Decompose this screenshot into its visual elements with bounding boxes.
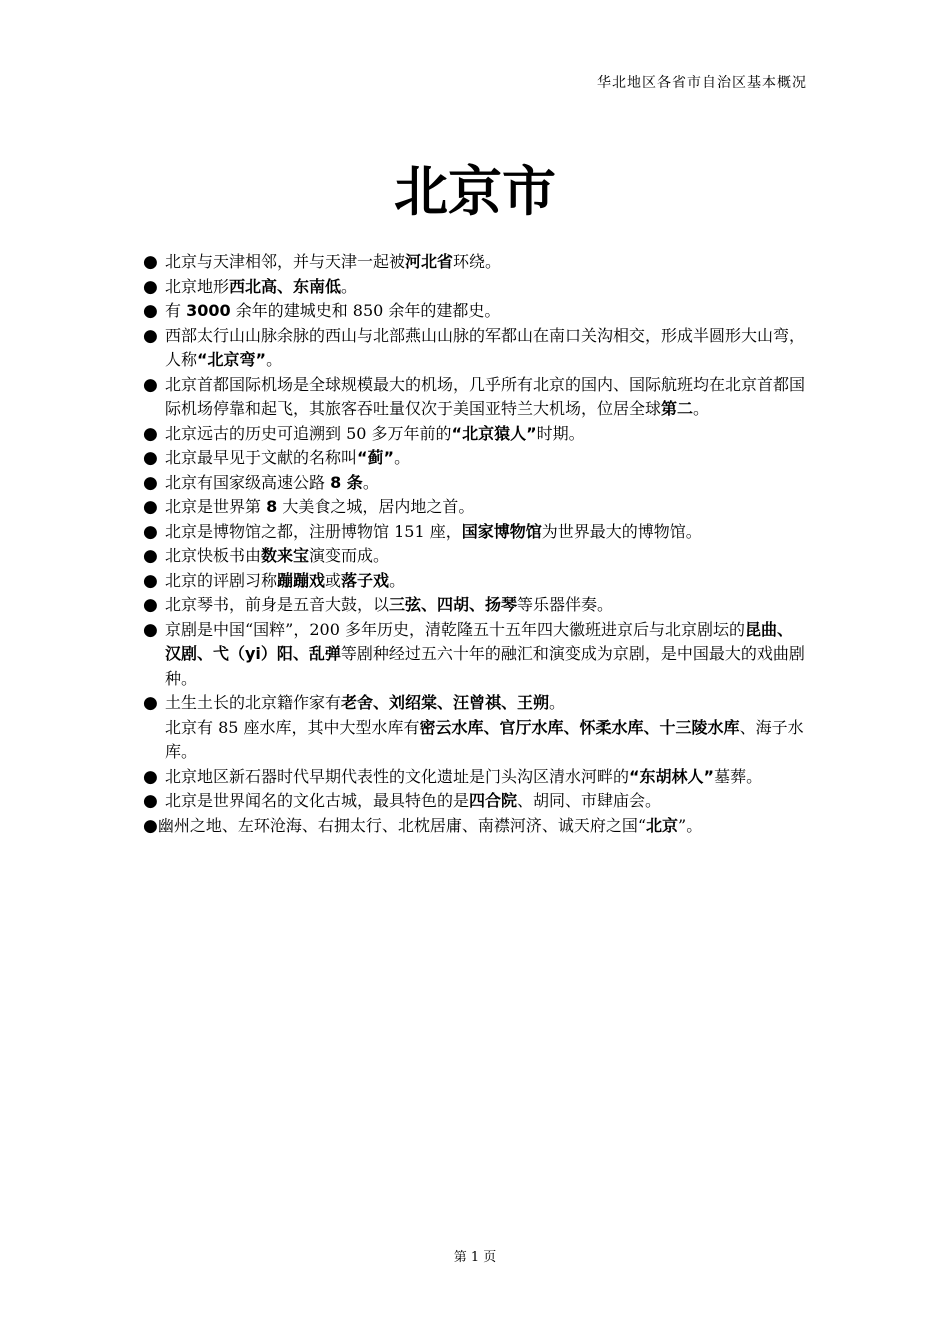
item-text: 北京是世界第 (165, 497, 267, 516)
footer-suffix: 页 (483, 1250, 497, 1265)
list-item (143, 250, 808, 275)
bullet-icon: ● (143, 815, 158, 836)
emphasis-text: “蓟” (357, 448, 395, 467)
list-item (143, 716, 808, 765)
item-text: 。 (394, 448, 411, 467)
bullet-icon: ● (143, 546, 158, 566)
bullet-icon: ● (143, 252, 158, 272)
item-text: 为世界最大的博物馆。 (541, 521, 702, 541)
item-text: 土生土长的北京籍作家有 (165, 693, 342, 712)
bullet-icon: ● (143, 521, 158, 542)
item-text: 北京地形 (165, 276, 230, 296)
item-text: 北京最早见于文献的名称叫 (165, 448, 358, 467)
item-text: 北京是博物馆之都，注册博物馆 151 座， (165, 521, 462, 541)
item-text: 。 (341, 276, 358, 296)
emphasis-text: 数来宝 (261, 546, 310, 565)
bullet-icon: ● (143, 595, 158, 615)
item-text: 有 (165, 301, 187, 320)
item-text: 或 (325, 570, 342, 590)
footer-prefix: 第 (453, 1250, 467, 1265)
emphasis-text: 落子戏 (341, 570, 390, 590)
item-text: ”。 (678, 815, 703, 835)
emphasis-text: 四合院 (469, 791, 518, 810)
item-text: 北京有 85 座水库，其中大型水库有 (165, 717, 420, 737)
list-item (143, 789, 808, 814)
emphasis-text: “东胡林人” (629, 766, 715, 786)
bullet-icon: ● (143, 325, 158, 346)
item-text: 京剧是中国“国粹”，200 多年历史，清乾隆五十五年四大徽班进京后与北京剧坛的 (165, 619, 745, 639)
list-item (143, 544, 808, 569)
emphasis-text: 西北高、东南低 (229, 276, 342, 296)
list-item (143, 765, 808, 790)
item-text: 。 (549, 693, 566, 712)
item-text: 北京与天津相邻，并与天津一起被 (165, 252, 406, 271)
item-text: 北京琴书，前身是五音大鼓，以 (165, 595, 390, 614)
emphasis-text: 北京 (646, 815, 679, 835)
bullet-icon: ● (143, 497, 158, 517)
list-item (143, 495, 808, 520)
emphasis-text: 蹦蹦戏 (277, 570, 326, 590)
list-item (143, 593, 808, 618)
bullet-icon: ● (143, 374, 158, 395)
emphasis-text: 3000 (186, 301, 231, 320)
item-text: 。 (693, 399, 710, 418)
bullet-icon: ● (143, 619, 158, 640)
bullet-icon: ● (143, 570, 158, 591)
list-item (143, 446, 808, 471)
footer-page-number: 1 (470, 1250, 480, 1265)
item-text: 。 (389, 570, 406, 590)
item-text: 。 (266, 350, 283, 369)
emphasis-text: “北京弯” (197, 350, 267, 369)
item-text: 余年的建城史和 850 余年的建都史。 (230, 301, 501, 320)
item-text: 演变而成。 (309, 546, 390, 565)
list-item (143, 471, 808, 496)
page-title: 北京市 (394, 160, 556, 223)
item-text: 等剧种经过五六十年的融汇和演变成为京剧，是中国最大的戏曲剧种。 (165, 644, 805, 688)
bullet-icon: ● (143, 276, 158, 297)
item-text: 环绕。 (453, 252, 502, 271)
emphasis-text: 第二 (661, 399, 694, 418)
list-item (143, 422, 808, 447)
item-text: 北京首都国际机场是全球规模最大的机场，几乎所有北京的国内、国际航班均在北京首都国际机场停靠和起飞，其旅客吞吐量仅次于美国亚特兰大机场，位居全球 (165, 374, 806, 418)
item-text: 等乐器伴奏。 (517, 595, 614, 614)
list-item (143, 299, 808, 324)
emphasis-text: “北京猿人” (451, 423, 537, 443)
emphasis-text: 8 条 (330, 472, 363, 492)
emphasis-text: 昆曲、汉剧、弋（yi）阳、乱弹 (165, 619, 794, 663)
item-text: 北京远古的历史可追溯到 50 多万年前的 (165, 423, 452, 443)
bullet-icon: ● (143, 693, 158, 713)
list-item (143, 814, 808, 839)
item-text: 、海子水库。 (165, 717, 804, 761)
item-text: 北京地区新石器时代早期代表性的文化遗址是门头沟区清水河畔的 (165, 766, 630, 786)
item-text: 墓葬。 (714, 766, 763, 786)
item-text: 北京快板书由 (165, 546, 262, 565)
item-text: 幽州之地、左环沧海、右拥太行、北枕居庸、南襟河济、诚天府之国“ (157, 815, 647, 835)
emphasis-text: 国家博物馆 (461, 521, 542, 541)
page-footer (0, 1246, 950, 1265)
item-text: 北京的评剧习称 (165, 570, 278, 590)
fact-list (143, 250, 808, 838)
list-item (143, 520, 808, 545)
list-item (143, 691, 808, 716)
emphasis-text: 河北省 (405, 252, 454, 271)
list-item (143, 373, 808, 422)
bullet-icon: ● (143, 791, 158, 811)
item-text: 时期。 (536, 423, 585, 443)
emphasis-text: 老舍、刘绍棠、汪曾祺、王朔 (341, 693, 550, 712)
item-text: 西部太行山山脉余脉的西山与北部燕山山脉的军都山在南口关沟相交，形成半圆形大山弯，人称 (165, 325, 806, 369)
running-header: 华北地区各省市自治区基本概况 (597, 75, 807, 91)
bullet-icon: ● (143, 448, 158, 468)
item-text: 大美食之城，居内地之首。 (277, 497, 475, 516)
bullet-icon: ● (143, 301, 158, 321)
item-text: 。 (362, 472, 379, 492)
bullet-icon: ● (143, 472, 158, 493)
bullet-icon: ● (143, 766, 158, 787)
emphasis-text: 密云水库、官厅水库、怀柔水库、十三陵水库 (419, 717, 740, 737)
bullet-icon: ● (143, 423, 158, 444)
item-text: 、胡同、市肆庙会。 (517, 791, 662, 810)
list-item (143, 618, 808, 692)
emphasis-text: 三弦、四胡、扬琴 (389, 595, 518, 614)
list-item (143, 324, 808, 373)
item-text: 北京是世界闻名的文化古城，最具特色的是 (165, 791, 470, 810)
item-text: 北京有国家级高速公路 (165, 472, 331, 492)
list-item (143, 275, 808, 300)
list-item (143, 569, 808, 594)
emphasis-text: 8 (266, 497, 278, 516)
